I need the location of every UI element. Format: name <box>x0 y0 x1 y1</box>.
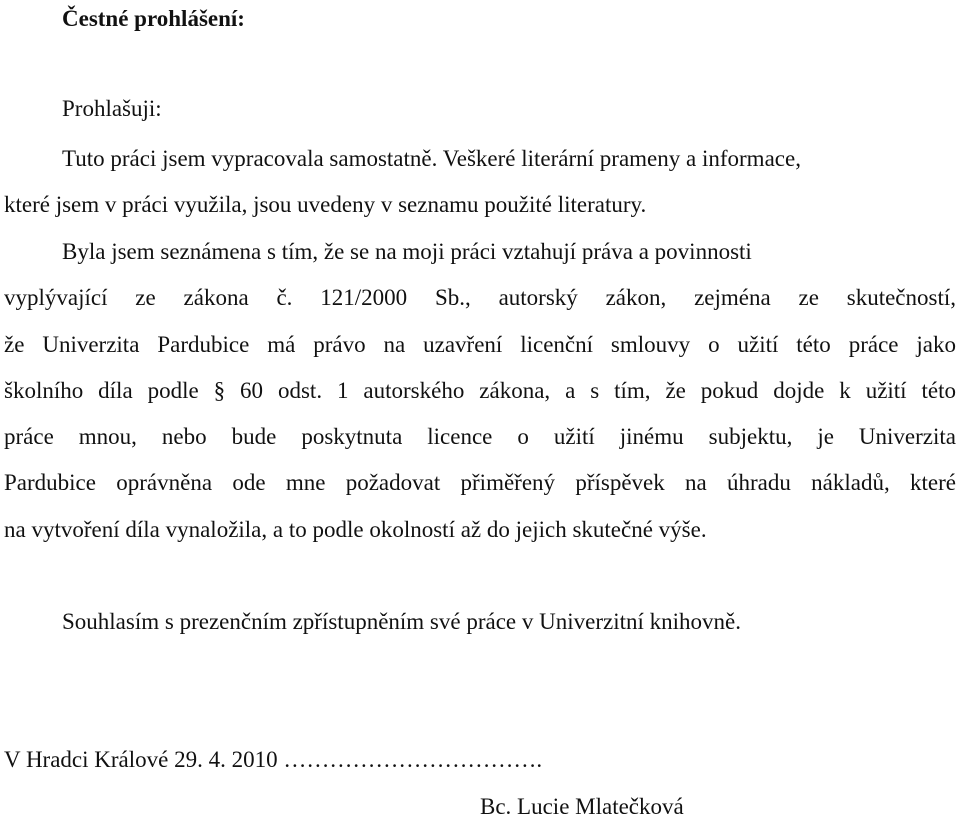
paragraph-2-line-5: práce mnou, nebo bude poskytnuta licence o užití jinému subjektu, je Univerzita <box>4 424 956 449</box>
paragraph-2-line-6: Pardubice oprávněna ode mne požadovat přiměřený příspěvek na úhradu nákladů, které <box>4 470 956 495</box>
paragraph-2-line-7: na vytvoření díla vynaložila, a to podle okolností až do jejich skutečné výše. <box>4 517 707 542</box>
paragraph-2-line-4: školního díla podle § 60 odst. 1 autorského zákona, a s tím, že pokud dojde k užití této <box>4 378 956 403</box>
author-name: Bc. Lucie Mlatečková <box>480 794 684 819</box>
paragraph-2-line-3: že Univerzita Pardubice má právo na uzavření licenční smlouvy o užití této práce jako <box>4 332 956 357</box>
place-date-signature-line: V Hradci Králové 29. 4. 2010 ……………………………. <box>4 747 543 772</box>
document-heading: Čestné prohlášení: <box>62 6 245 31</box>
paragraph-2-line-2: vyplývající ze zákona č. 121/2000 Sb., autorský zákon, zejména ze skutečností, <box>4 285 956 310</box>
paragraph-1-line-2: které jsem v práci využila, jsou uvedeny v seznamu použité literatury. <box>4 192 647 217</box>
declare-label: Prohlašuji: <box>62 96 162 121</box>
consent-statement: Souhlasím s prezenčním zpřístupněním své práce v Univerzitní knihovně. <box>62 609 741 634</box>
paragraph-2-line-1: Byla jsem seznámena s tím, že se na moji práci vztahují práva a povinnosti <box>62 239 752 264</box>
paragraph-1-line-1: Tuto práci jsem vypracovala samostatně. Veškeré literární prameny a informace, <box>62 146 801 171</box>
